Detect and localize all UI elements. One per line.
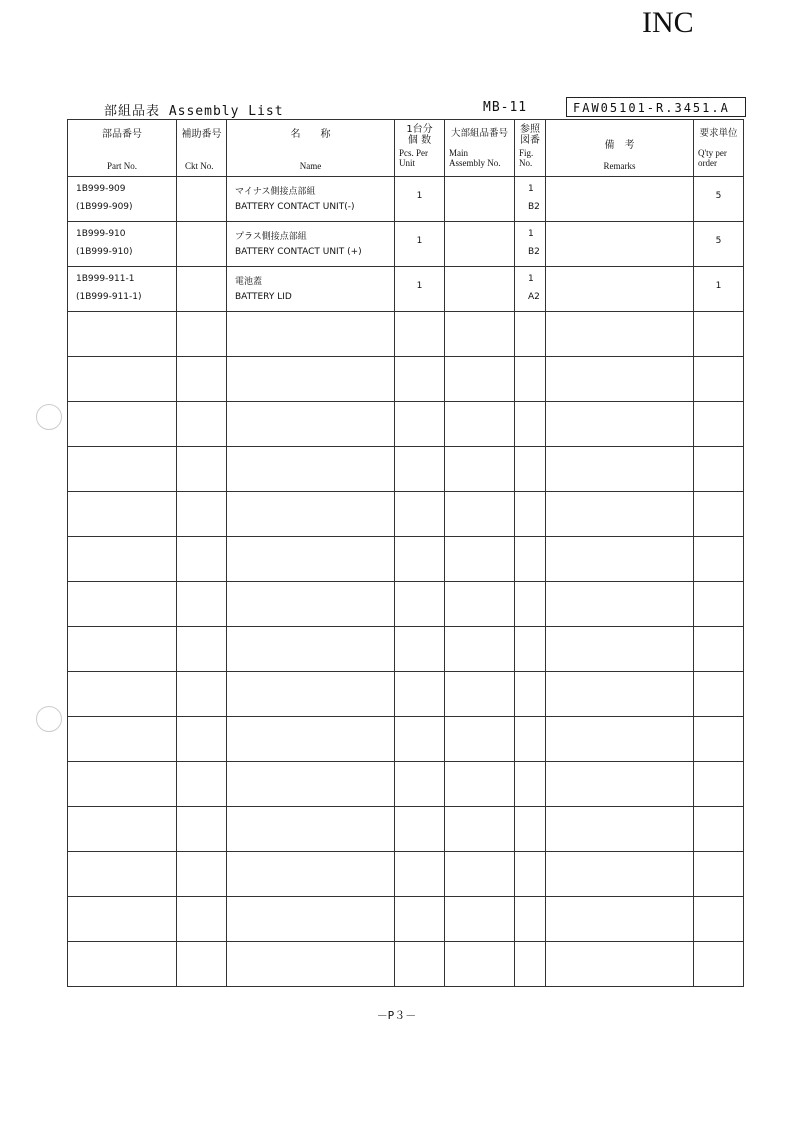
col-pcs-per-unit: [395, 120, 445, 177]
assembly-table: [67, 119, 744, 987]
empty-cell: [395, 672, 445, 717]
empty-cell: [68, 717, 177, 762]
col-main-jp: 大部組品番号: [450, 128, 508, 139]
empty-cell: [227, 942, 395, 987]
main-assembly-cell: [445, 177, 515, 222]
empty-cell: [546, 447, 694, 492]
empty-cell: [68, 627, 177, 672]
empty-cell: [177, 717, 227, 762]
punch-hole: [36, 706, 62, 732]
empty-cell: [694, 312, 744, 357]
empty-cell: [515, 357, 546, 402]
col-pcs-jp1: 1台分: [406, 124, 433, 135]
empty-cell: [227, 807, 395, 852]
empty-cell: [68, 537, 177, 582]
col-qty-en1: Q'ty per: [698, 148, 727, 158]
empty-cell: [177, 582, 227, 627]
empty-cell: [694, 717, 744, 762]
empty-cell: [445, 492, 515, 537]
empty-cell: [445, 627, 515, 672]
col-qty-jp: 要求単位: [699, 128, 738, 139]
remarks-cell: [546, 267, 694, 312]
empty-cell: [546, 582, 694, 627]
col-part-no: [68, 120, 177, 177]
empty-cell: [177, 672, 227, 717]
empty-cell: [227, 627, 395, 672]
ckt-no-cell: [177, 222, 227, 267]
empty-cell: [546, 312, 694, 357]
name-en: BATTERY LID: [235, 292, 292, 302]
part-no-cell: [68, 177, 177, 222]
model-number: MB-11: [483, 100, 528, 115]
empty-cell: [546, 807, 694, 852]
fig-cell: [515, 267, 546, 312]
empty-row: [68, 897, 744, 942]
empty-cell: [68, 447, 177, 492]
table-row: [68, 267, 744, 312]
qty-value: 1: [715, 281, 722, 291]
name-en: BATTERY CONTACT UNIT (+): [235, 247, 362, 257]
part-no: 1B999-909: [76, 184, 126, 194]
empty-cell: [694, 762, 744, 807]
name-jp: 電池蓋: [235, 277, 263, 287]
empty-cell: [227, 762, 395, 807]
empty-cell: [445, 402, 515, 447]
empty-row: [68, 312, 744, 357]
col-name-en: Name: [299, 161, 322, 171]
document-number: FAW05101-R.3451.A: [566, 97, 746, 117]
empty-cell: [515, 582, 546, 627]
empty-cell: [445, 582, 515, 627]
empty-cell: [515, 762, 546, 807]
fig-cell: [515, 177, 546, 222]
empty-cell: [515, 312, 546, 357]
col-pcs-en2: Unit: [399, 158, 416, 168]
col-remarks-jp: 備 考: [604, 140, 635, 151]
pcs-cell: [395, 177, 445, 222]
empty-cell: [68, 897, 177, 942]
col-ckt-no: [177, 120, 227, 177]
empty-cell: [68, 312, 177, 357]
empty-cell: [445, 852, 515, 897]
pcs-value: 1: [416, 281, 423, 291]
empty-cell: [68, 492, 177, 537]
fig-line-1: 1: [528, 274, 534, 284]
empty-cell: [694, 537, 744, 582]
empty-cell: [227, 402, 395, 447]
empty-cell: [515, 852, 546, 897]
empty-cell: [515, 672, 546, 717]
empty-cell: [177, 762, 227, 807]
fig-line-2: B2: [528, 247, 540, 257]
qty-value: 5: [715, 236, 722, 246]
empty-row: [68, 627, 744, 672]
empty-cell: [515, 807, 546, 852]
col-qty-per-order: [694, 120, 744, 177]
empty-cell: [177, 537, 227, 582]
empty-cell: [227, 852, 395, 897]
empty-cell: [546, 762, 694, 807]
empty-cell: [68, 852, 177, 897]
empty-cell: [227, 492, 395, 537]
name-cell: [227, 177, 395, 222]
empty-cell: [68, 402, 177, 447]
col-fig-no: [515, 120, 546, 177]
punch-hole: [36, 404, 62, 430]
empty-cell: [445, 762, 515, 807]
col-main-assembly: [445, 120, 515, 177]
empty-cell: [546, 537, 694, 582]
empty-row: [68, 672, 744, 717]
col-part-no-en: Part No.: [107, 161, 137, 171]
empty-cell: [445, 942, 515, 987]
empty-cell: [395, 447, 445, 492]
empty-cell: [395, 807, 445, 852]
empty-cell: [68, 672, 177, 717]
empty-cell: [177, 357, 227, 402]
empty-cell: [694, 402, 744, 447]
empty-cell: [515, 942, 546, 987]
name-cell: [227, 222, 395, 267]
ckt-no-cell: [177, 267, 227, 312]
empty-row: [68, 807, 744, 852]
empty-row: [68, 357, 744, 402]
empty-cell: [515, 447, 546, 492]
name-jp: プラス側接点部組: [235, 232, 307, 242]
empty-row: [68, 447, 744, 492]
empty-cell: [546, 627, 694, 672]
empty-cell: [546, 897, 694, 942]
empty-cell: [515, 717, 546, 762]
empty-cell: [694, 357, 744, 402]
empty-cell: [546, 402, 694, 447]
empty-cell: [177, 402, 227, 447]
empty-row: [68, 762, 744, 807]
empty-cell: [68, 762, 177, 807]
remarks-cell: [546, 177, 694, 222]
empty-cell: [546, 717, 694, 762]
empty-cell: [177, 942, 227, 987]
remarks-cell: [546, 222, 694, 267]
col-fig-jp2: 図番: [520, 135, 540, 146]
page-number: －P３－: [376, 1009, 417, 1022]
pcs-cell: [395, 267, 445, 312]
empty-cell: [395, 942, 445, 987]
part-no-alt: (1B999-910): [76, 247, 133, 257]
empty-cell: [546, 357, 694, 402]
col-ckt-no-jp: 補助番号: [181, 129, 222, 140]
part-no-alt: (1B999-911-1): [76, 292, 142, 302]
empty-cell: [177, 492, 227, 537]
col-ckt-no-en: Ckt No.: [185, 161, 214, 171]
empty-cell: [177, 807, 227, 852]
empty-row: [68, 582, 744, 627]
empty-cell: [227, 312, 395, 357]
empty-cell: [694, 672, 744, 717]
empty-cell: [546, 492, 694, 537]
empty-cell: [694, 447, 744, 492]
part-no-cell: [68, 222, 177, 267]
empty-cell: [177, 312, 227, 357]
empty-cell: [694, 852, 744, 897]
qty-cell: [694, 222, 744, 267]
empty-row: [68, 717, 744, 762]
empty-cell: [395, 762, 445, 807]
empty-cell: [694, 942, 744, 987]
col-remarks: [546, 120, 694, 177]
empty-cell: [395, 357, 445, 402]
main-assembly-cell: [445, 267, 515, 312]
empty-row: [68, 852, 744, 897]
empty-cell: [546, 942, 694, 987]
col-fig-jp1: 参照: [520, 124, 540, 135]
empty-cell: [694, 492, 744, 537]
col-remarks-en: Remarks: [603, 161, 636, 171]
empty-cell: [395, 582, 445, 627]
empty-cell: [694, 582, 744, 627]
empty-cell: [395, 897, 445, 942]
name-cell: [227, 267, 395, 312]
empty-cell: [68, 942, 177, 987]
empty-cell: [177, 852, 227, 897]
empty-cell: [68, 357, 177, 402]
empty-cell: [177, 897, 227, 942]
empty-cell: [445, 312, 515, 357]
empty-cell: [395, 312, 445, 357]
empty-cell: [515, 627, 546, 672]
empty-cell: [515, 537, 546, 582]
empty-cell: [694, 807, 744, 852]
document-title: 部組品表 Assembly List: [104, 104, 284, 119]
empty-row: [68, 492, 744, 537]
empty-cell: [694, 897, 744, 942]
table-row: [68, 222, 744, 267]
empty-row: [68, 537, 744, 582]
empty-cell: [177, 447, 227, 492]
fig-line-1: 1: [528, 184, 534, 194]
empty-cell: [227, 537, 395, 582]
main-assembly-cell: [445, 222, 515, 267]
col-part-no-jp: 部品番号: [102, 129, 142, 140]
corner-text: INC: [642, 6, 694, 39]
empty-cell: [546, 852, 694, 897]
col-main-en2: Assembly No.: [449, 158, 501, 168]
empty-row: [68, 942, 744, 987]
col-fig-en2: No.: [519, 158, 533, 168]
header-row: [68, 120, 744, 177]
empty-cell: [395, 717, 445, 762]
part-no: 1B999-910: [76, 229, 126, 239]
col-fig-en1: Fig.: [519, 148, 534, 158]
empty-cell: [445, 447, 515, 492]
empty-cell: [445, 357, 515, 402]
empty-cell: [227, 357, 395, 402]
empty-cell: [395, 402, 445, 447]
pcs-value: 1: [416, 191, 423, 201]
empty-cell: [227, 672, 395, 717]
empty-cell: [395, 852, 445, 897]
empty-cell: [694, 627, 744, 672]
empty-cell: [445, 717, 515, 762]
empty-cell: [227, 717, 395, 762]
part-no: 1B999-911-1: [76, 274, 135, 284]
empty-cell: [395, 537, 445, 582]
empty-cell: [546, 672, 694, 717]
empty-cell: [515, 402, 546, 447]
empty-cell: [227, 447, 395, 492]
empty-cell: [515, 897, 546, 942]
qty-cell: [694, 177, 744, 222]
ckt-no-cell: [177, 177, 227, 222]
empty-cell: [227, 897, 395, 942]
fig-line-2: A2: [528, 292, 540, 302]
empty-cell: [445, 897, 515, 942]
empty-cell: [445, 672, 515, 717]
qty-value: 5: [715, 191, 722, 201]
empty-cell: [395, 492, 445, 537]
table-row: [68, 177, 744, 222]
empty-cell: [68, 582, 177, 627]
col-pcs-en1: Pcs. Per: [399, 148, 428, 158]
fig-line-2: B2: [528, 202, 540, 212]
fig-cell: [515, 222, 546, 267]
empty-cell: [445, 537, 515, 582]
empty-cell: [515, 492, 546, 537]
empty-cell: [227, 582, 395, 627]
name-jp: マイナス側接点部組: [235, 187, 316, 197]
col-main-en1: Main: [449, 148, 468, 158]
empty-row: [68, 402, 744, 447]
fig-line-1: 1: [528, 229, 534, 239]
qty-cell: [694, 267, 744, 312]
pcs-value: 1: [416, 236, 423, 246]
pcs-cell: [395, 222, 445, 267]
name-en: BATTERY CONTACT UNIT(-): [235, 202, 355, 212]
empty-cell: [445, 807, 515, 852]
col-pcs-jp2: 個 数: [407, 135, 432, 146]
empty-cell: [68, 807, 177, 852]
empty-cell: [177, 627, 227, 672]
col-name: [227, 120, 395, 177]
col-name-jp: 名 称: [290, 129, 331, 140]
col-qty-en2: order: [698, 158, 717, 168]
part-no-alt: (1B999-909): [76, 202, 133, 212]
part-no-cell: [68, 267, 177, 312]
empty-cell: [395, 627, 445, 672]
